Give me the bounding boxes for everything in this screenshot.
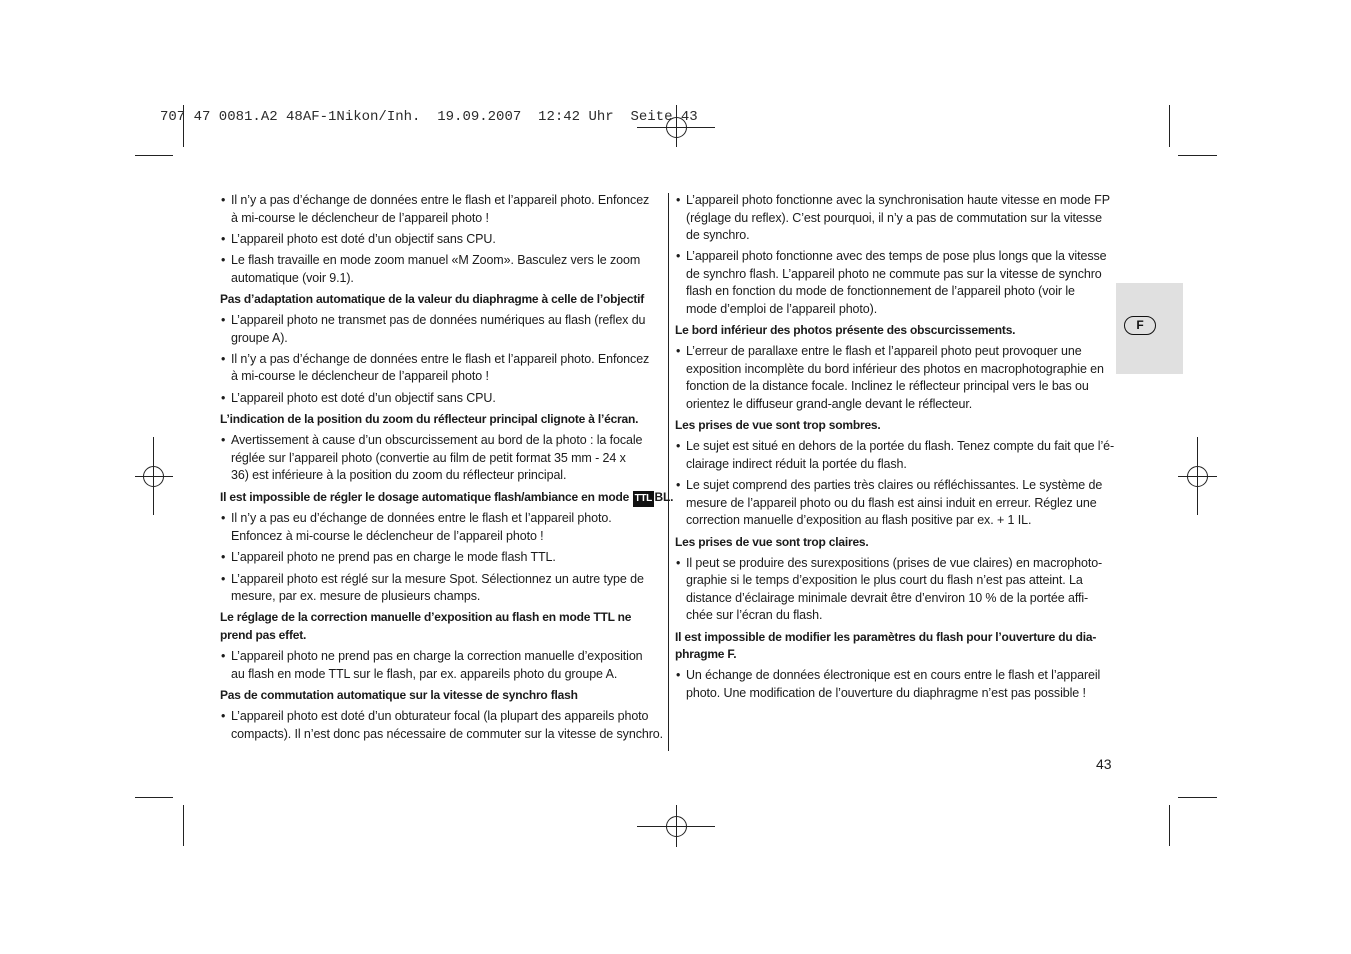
section-heading (675, 417, 1123, 435)
bullet-item (675, 248, 1123, 318)
bullet-text-line: L’appareil photo est doté d’un objectif sans CPU. (231, 390, 496, 405)
bullet-item (675, 343, 1123, 413)
bullet-symbol: • (676, 668, 681, 683)
section-heading (220, 411, 668, 429)
bullet-symbol: • (221, 313, 226, 328)
bullet-symbol: • (221, 231, 226, 246)
bullet-text-line: Un échange de données électronique est en cours entre le flash et l’appareil (686, 668, 1101, 683)
heading-text-line: Les prises de vue sont trop sombres. (675, 418, 881, 433)
bullet-text-line: à mi-course le déclencheur de l’appareil photo ! (231, 210, 489, 225)
bullet-symbol: • (676, 193, 681, 207)
heading-text-line: Pas d’adaptation automatique de la valeur du diaphragme à celle de l’objectif (220, 291, 645, 306)
bullet-item (220, 351, 668, 386)
bullet-item (220, 432, 668, 485)
section-heading (675, 629, 1123, 664)
bullet-text-line: mesure, par ex. mesure de plusieurs champs. (231, 589, 481, 604)
bullet-text-line: L’appareil photo est réglé sur la mesure Spot. Sélectionnez un autre type de (231, 571, 644, 586)
bullet-item (220, 648, 668, 683)
bullet-text-line: L’appareil photo ne prend pas en charge la correction manuelle d’exposition (231, 649, 643, 664)
bullet-symbol: • (221, 390, 226, 405)
bullet-text-line: L’appareil photo ne prend pas en charge le mode flash TTL. (231, 550, 556, 565)
heading-text-line: prend pas effet. (220, 627, 307, 642)
bullet-symbol: • (221, 649, 226, 664)
bullet-text-line: graphie si le temps d’exposition le plus court du flash n’est pas atteint. La (686, 573, 1083, 588)
section-heading (220, 609, 668, 644)
bullet-text-line: L’appareil photo ne transmet pas de données numériques au flash (reflex du (231, 313, 646, 328)
bullet-text-line: orientez le diffuseur grand-angle devant le réflecteur. (686, 396, 973, 411)
heading-text-line: Le réglage de la correction manuelle d’exposition au flash en mode TTL ne (220, 610, 632, 625)
bullet-item (220, 192, 668, 227)
bullet-item (675, 438, 1123, 473)
bullet-text-line: automatique (voir 9.1). (231, 270, 354, 285)
bullet-text-line: distance d’éclairage minimale devrait être d’environ 10 % de la portée affi- (686, 590, 1089, 605)
bullet-text-line: Le flash travaille en mode zoom manuel «M Zoom». Basculez vers le zoom (231, 253, 641, 268)
bullet-text-line: de synchro flash. L’appareil photo ne commute pas sur la vitesse de synchro (686, 266, 1102, 281)
bullet-symbol: • (676, 478, 681, 493)
column-divider (668, 193, 669, 751)
bullet-text-line: à mi-course le déclencheur de l’appareil photo ! (231, 369, 489, 384)
bullet-text-line: L’appareil photo est doté d’un objectif sans CPU. (231, 231, 496, 246)
bullet-symbol: • (221, 253, 226, 268)
bullet-text-line: de synchro. (686, 228, 750, 242)
heading-text-line: Il est impossible de modifier les paramètres du flash pour l’ouverture du dia- (675, 629, 1097, 644)
heading-text-line: Les prises de vue sont trop claires. (675, 534, 869, 549)
heading-text-line: phragme F. (675, 647, 737, 662)
bullet-text-line: réglée sur l’appareil photo (convertie au film de petit format 35 mm - 24 x (231, 450, 626, 465)
bullet-text-line: 36) est inférieure à la position du zoom du réflecteur principal. (231, 468, 567, 483)
bullet-text-line: compacts). Il n’est donc pas nécessaire de commuter sur la vitesse de synchro. (231, 726, 663, 741)
bullet-symbol: • (221, 511, 226, 526)
bullet-item (220, 571, 668, 606)
section-heading (220, 291, 668, 309)
section-heading (220, 687, 668, 705)
left-column (220, 192, 674, 747)
bullet-item (220, 252, 668, 287)
bullet-text-line: chée sur l’écran du flash. (686, 608, 823, 623)
bullet-symbol: • (676, 555, 681, 570)
bullet-symbol: • (221, 550, 226, 565)
bullet-symbol: • (221, 433, 226, 448)
bullet-item (675, 555, 1123, 625)
bullet-text-line: L’appareil photo est doté d’un obturateur focal (la plupart des appareils photo (231, 709, 649, 724)
bullet-text-line: Il n’y a pas eu d’échange de données entre le flash et l’appareil photo. (231, 511, 612, 526)
bullet-item (675, 477, 1123, 530)
bullet-text-line: clairage indirect réduit la portée du flash. (686, 456, 907, 471)
ttl-mode-badge: TTL (633, 491, 653, 507)
bullet-item (220, 312, 668, 347)
heading-suffix: BL. (654, 489, 674, 504)
bullet-item (220, 549, 668, 567)
bullet-text-line: Le sujet comprend des parties très claires ou réfléchissantes. Le système de (686, 478, 1103, 493)
bullet-text-line: exposition incomplète du bord inférieur des photos en macrophotographie en (686, 361, 1104, 376)
bullet-text-line: Il n’y a pas d’échange de données entre le flash et l’appareil photo. Enfoncez (231, 351, 650, 366)
page-number: 43 (1096, 756, 1112, 772)
bullet-text-line: groupe A). (231, 330, 288, 345)
bullet-text-line: fonction de la distance focale. Inclinez le réflecteur principal vers le bas ou (686, 379, 1089, 394)
bullet-text-line: mesure de l’appareil photo ou du flash est ainsi induit en erreur. Réglez une (686, 495, 1097, 510)
bullet-text-line: photo. Une modification de l’ouverture du diaphragme n’est pas possible ! (686, 685, 1086, 700)
bullet-text-line: Il peut se produire des surexpositions (prises de vue claires) en macrophoto- (686, 555, 1103, 570)
section-heading (675, 534, 1123, 552)
language-tab-label: F (1124, 316, 1156, 335)
bullet-symbol: • (221, 709, 226, 724)
heading-text: Il est impossible de régler le dosage automatique flash/ambiance en mode (220, 489, 630, 504)
print-slug: 707 47 0081.A2 48AF-1Nikon/Inh. 19.09.2007 12:42 Uhr Seite 43 (160, 109, 698, 125)
bullet-text-line: Le sujet est situé en dehors de la portée du flash. Tenez compte du fait que l’é- (686, 439, 1115, 454)
section-heading (675, 322, 1123, 340)
bullet-text-line: Il n’y a pas d’échange de données entre le flash et l’appareil photo. Enfoncez (231, 193, 650, 207)
bullet-text-line: (réglage du reflex). C’est pourquoi, il n’y a pas de commutation sur la vitesse (686, 210, 1102, 225)
bullet-item (220, 231, 668, 249)
bullet-item (220, 390, 668, 408)
heading-text-line: Pas de commutation automatique sur la vitesse de synchro flash (220, 687, 578, 702)
bullet-symbol: • (676, 344, 681, 359)
section-heading (220, 489, 674, 507)
bullet-item (675, 667, 1123, 702)
bullet-text-line: mode d’emploi de l’appareil photo). (686, 301, 878, 316)
bullet-text-line: L’erreur de parallaxe entre le flash et l’appareil photo peut provoquer une (686, 344, 1082, 359)
bullet-text-line: L’appareil photo fonctionne avec des temps de pose plus longs que la vitesse (686, 249, 1107, 264)
bullet-item (220, 510, 668, 545)
bullet-symbol: • (676, 249, 681, 264)
bullet-item (220, 708, 668, 743)
bullet-symbol: • (676, 439, 681, 454)
bullet-symbol: • (221, 571, 226, 586)
heading-text-line: L’indication de la position du zoom du réflecteur principal clignote à l’écran. (220, 412, 639, 427)
bullet-text-line: flash en fonction du mode de fonctionnement de l’appareil photo (voir le (686, 284, 1075, 299)
bullet-symbol: • (221, 193, 226, 207)
bullet-text-line: correction manuelle d’exposition au flash positive par ex. + 1 IL. (686, 513, 1032, 528)
bullet-text-line: Avertissement à cause d’un obscurcissement au bord de la photo : la focale (231, 433, 643, 448)
bullet-text-line: Enfoncez à mi-course le déclencheur de l’appareil photo ! (231, 528, 544, 543)
bullet-text-line: au flash en mode TTL sur le flash, par ex. appareils photo du groupe A. (231, 666, 618, 681)
right-column (675, 192, 1123, 706)
bullet-item (675, 192, 1123, 245)
bullet-symbol: • (221, 351, 226, 366)
heading-text-line (220, 489, 674, 507)
language-tab (1116, 283, 1183, 374)
heading-text-line: Le bord inférieur des photos présente des obscurcissements. (675, 323, 1016, 338)
bullet-text-line: L’appareil photo fonctionne avec la synchronisation haute vitesse en mode FP (686, 193, 1110, 207)
